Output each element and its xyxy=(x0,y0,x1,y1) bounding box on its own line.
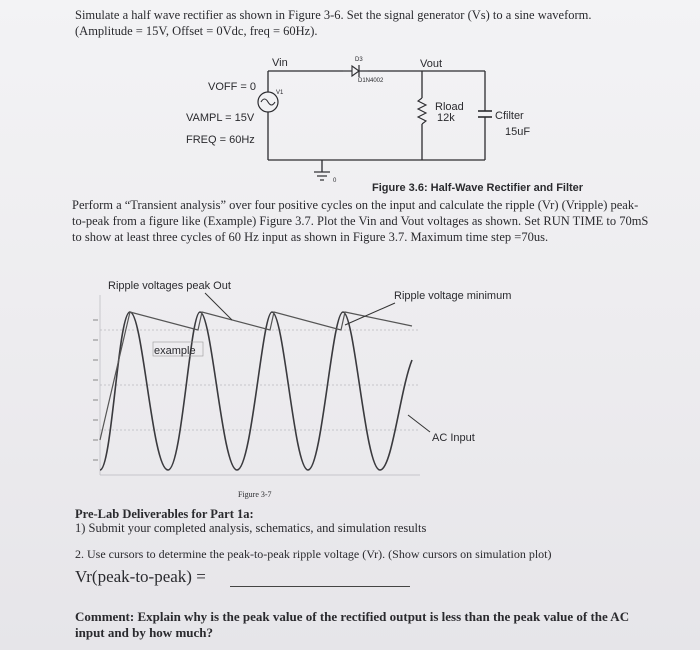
figure-3-7-caption: Figure 3-7 xyxy=(238,490,272,499)
instructions-paragraph: Perform a “Transient analysis” over four positive cycles on the input and calculate the ripple (Vr) (Vripple) peak-to-peak from a figure like (Example) Figure 3.7. Plot the Vin and Vout voltages as shown. Set RUN TIME to 70mS to show at least three cycles of 60 Hz input as shown in Figure 3.7. Maximum time step =70us. xyxy=(72,198,649,244)
vin-label: Vin xyxy=(272,57,288,69)
rload-value: 12k xyxy=(437,112,455,124)
voff-label: VOFF = 0 xyxy=(208,81,256,93)
rload-name: Rload xyxy=(435,101,464,113)
diode-part: D1N4002 xyxy=(358,78,384,84)
vr-peak-to-peak-label: Vr(peak-to-peak) = xyxy=(75,567,206,586)
diode-ref: D3 xyxy=(355,57,363,63)
vr-answer-blank[interactable] xyxy=(230,586,410,587)
prelab-item-2: 2. Use cursors to determine the peak-to-peak ripple voltage (Vr). (Show cursors on simulation plot) xyxy=(75,547,552,561)
prelab-item-1: 1) Submit your completed analysis, schematics, and simulation results xyxy=(75,521,427,535)
ripple-peak-label: Ripple voltages peak Out xyxy=(108,280,231,292)
intro-line-2: (Amplitude = 15V, Offset = 0Vdc, freq = 60Hz). xyxy=(75,24,318,38)
freq-label: FREQ = 60Hz xyxy=(186,134,255,146)
ground-label: 0 xyxy=(333,178,337,184)
figure-3-6-caption: Figure 3.6: Half-Wave Rectifier and Filter xyxy=(372,182,584,194)
cfilter-value: 15uF xyxy=(505,126,531,138)
source-ref: V1 xyxy=(276,90,284,96)
comment-question: Comment: Explain why is the peak value of the rectified output is less than the peak value of the AC input and by how much? xyxy=(75,609,630,640)
prelab-title: Pre-Lab Deliverables for Part 1a: xyxy=(75,507,254,521)
ac-input-label: AC Input xyxy=(432,432,475,444)
ripple-min-label: Ripple voltage minimum xyxy=(394,290,512,302)
example-label: example xyxy=(154,345,196,357)
intro-line-1: Simulate a half wave rectifier as shown in Figure 3-6. Set the signal generator (Vs) to a sine waveform. xyxy=(75,8,592,22)
vout-label: Vout xyxy=(420,58,443,70)
ac-input-wave xyxy=(100,312,412,470)
vampl-label: VAMPL = 15V xyxy=(186,112,255,124)
cfilter-name: Cfilter xyxy=(495,110,524,122)
